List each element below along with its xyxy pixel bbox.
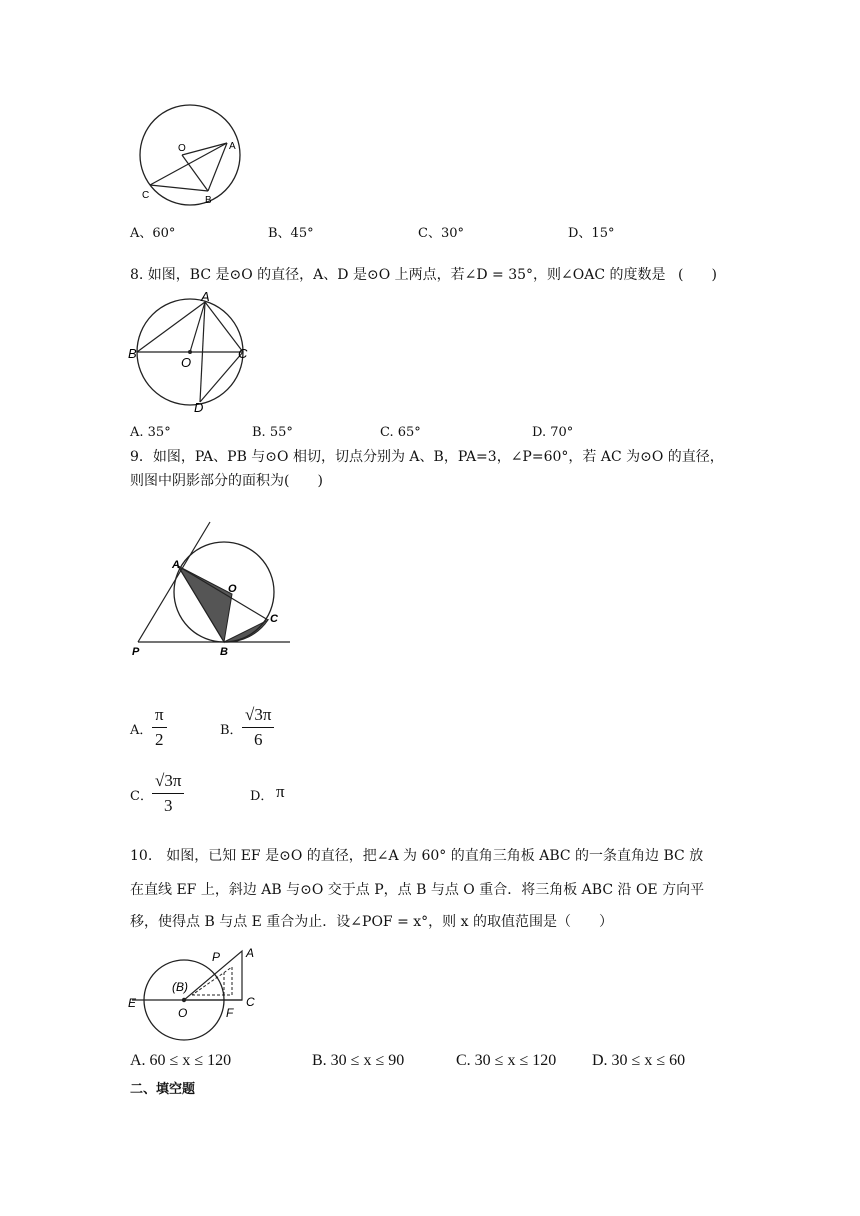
q7-segment-ca bbox=[150, 143, 227, 185]
q7-label-a: A bbox=[229, 141, 236, 152]
q7-option-a[interactable]: A、60° bbox=[130, 226, 176, 241]
q7-segment-oa bbox=[182, 143, 227, 155]
q10-label-b: (B) bbox=[172, 980, 188, 994]
q9-option-b-label: B． bbox=[220, 723, 243, 738]
q10-label-o: O bbox=[178, 1006, 188, 1020]
q9-option-b-denominator: 6 bbox=[253, 730, 263, 749]
q9-option-c-numerator: √3π bbox=[152, 771, 184, 794]
q9-option-b-fraction bbox=[242, 705, 274, 750]
q8-option-c[interactable]: C. 65° bbox=[380, 425, 421, 440]
q7-label-c: C bbox=[142, 190, 150, 201]
q9-option-b[interactable] bbox=[220, 703, 300, 753]
q7-figure bbox=[130, 105, 250, 215]
q9-option-a-label: A． bbox=[130, 723, 153, 738]
q9-option-c-label: C． bbox=[130, 789, 153, 804]
q10-label-c: C bbox=[246, 995, 255, 1009]
q9-option-a-denominator: 2 bbox=[155, 730, 164, 749]
q8-segment-ba bbox=[137, 302, 205, 352]
q10-option-b[interactable]: B. 30 ≤ x ≤ 90 bbox=[312, 1052, 405, 1069]
q8-option-b[interactable]: B. 55° bbox=[252, 425, 293, 440]
q8-center-dot bbox=[188, 350, 192, 354]
q10-label-f: F bbox=[226, 1006, 234, 1020]
q8-label-o: O bbox=[181, 355, 192, 370]
q10-option-c[interactable]: C. 30 ≤ x ≤ 120 bbox=[456, 1052, 557, 1069]
q7-option-d[interactable]: D、15° bbox=[568, 226, 615, 241]
q8-figure bbox=[130, 290, 260, 415]
q9-option-d[interactable] bbox=[250, 782, 310, 809]
q9-shaded-triangle bbox=[178, 566, 232, 642]
q7-label-o: O bbox=[178, 143, 186, 154]
q8-label-c: C bbox=[238, 346, 248, 361]
q9-stem-line1: 9．如图，PA、PB 与⊙O 相切，切点分别为 A、B，PA=3，∠P=60°，若 AC 为⊙O 的直径， bbox=[130, 449, 724, 465]
q9-label-a: A bbox=[172, 559, 180, 571]
q7-circle bbox=[140, 105, 240, 205]
q8-answer-bracket[interactable]: ( ) bbox=[678, 267, 717, 283]
q9-option-c[interactable] bbox=[130, 769, 210, 819]
q9-stem-line2: 则图中阴影部分的面积为( ) bbox=[130, 473, 323, 489]
q7-label-b: B bbox=[205, 195, 212, 206]
q9-option-d-label: D． bbox=[250, 789, 274, 804]
q10-center-dot bbox=[182, 998, 186, 1002]
q10-label-a: A bbox=[246, 946, 255, 960]
q9-shaded-segment bbox=[224, 620, 268, 642]
q8-stem: 8. 如图，BC 是⊙O 的直径，A、D 是⊙O 上两点，若∠D = 35°，则∠OAC 的度数是 bbox=[130, 267, 666, 283]
q9-option-c-denominator: 3 bbox=[163, 796, 173, 815]
q9-option-b-numerator: √3π bbox=[242, 705, 274, 728]
q9-option-c-fraction bbox=[152, 771, 184, 816]
q9-label-c: C bbox=[270, 613, 278, 625]
q9-figure bbox=[128, 518, 298, 658]
q9-option-a-numerator: π bbox=[152, 705, 167, 728]
q9-label-o: O bbox=[228, 583, 237, 595]
q10-option-d[interactable]: D. 30 ≤ x ≤ 60 bbox=[592, 1052, 686, 1069]
q7-segment-ab bbox=[208, 143, 227, 191]
q10-stem-line1: 10. 如图，已知 EF 是⊙O 的直径，把∠A 为 60° 的直角三角板 ABC 的一条直角边 BC 放 bbox=[130, 848, 704, 864]
q9-label-b: B bbox=[220, 646, 228, 658]
q10-stem-line2: 在直线 EF 上，斜边 AB 与⊙O 交于点 P，点 B 与点 O 重合．将三角板 ABC 沿 OE 方向平 bbox=[130, 882, 705, 898]
q7-segment-cb bbox=[150, 185, 208, 191]
q9-option-a-fraction bbox=[152, 705, 167, 750]
q8-label-a: A bbox=[201, 289, 210, 304]
q9-label-p: P bbox=[132, 646, 140, 658]
q8-label-d: D bbox=[194, 400, 204, 415]
q10-option-a[interactable]: A. 60 ≤ x ≤ 120 bbox=[130, 1052, 232, 1069]
q7-option-c[interactable]: C、30° bbox=[418, 226, 464, 241]
q10-stem-line3: 移，使得点 B 与点 E 重合为止．设∠POF = x°，则 x 的取值范围是（ ） bbox=[130, 914, 613, 930]
q10-label-e: E bbox=[128, 996, 137, 1010]
section-title-fill-in: 二、填空题 bbox=[130, 1082, 196, 1097]
q8-label-b: B bbox=[128, 346, 137, 361]
q9-option-a[interactable] bbox=[130, 703, 200, 753]
q10-figure bbox=[128, 945, 268, 1050]
q7-option-b[interactable]: B、45° bbox=[268, 226, 314, 241]
q10-label-p: P bbox=[212, 950, 221, 964]
q9-option-d-value: π bbox=[276, 782, 285, 801]
q8-option-a[interactable]: A. 35° bbox=[130, 425, 171, 440]
q8-option-d[interactable]: D. 70° bbox=[532, 425, 574, 440]
